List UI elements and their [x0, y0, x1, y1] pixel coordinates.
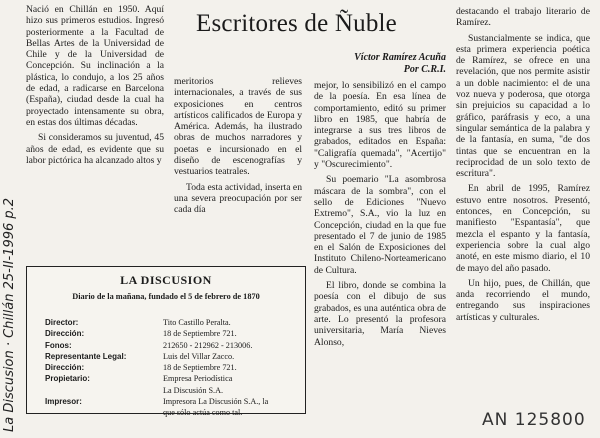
- masthead-row: [45, 328, 297, 339]
- masthead-value: La Discusión S.A.: [163, 385, 224, 395]
- masthead-label: Fonos:: [45, 340, 72, 350]
- paragraph: Nació en Chillán en 1950. Aquí hizo sus primeros estudios. Ingresó posteriormente a la Facultad de Bellas Artes de la Universidad de Chile y de la Universidad de Concepción. Su inclinación a la plástica, lo condujo, a los 25 años de edad, a radicarse en Barcelona (España), ciudad desde la cual ha proyectado intensamente su obra, en estas dos últimas décadas.: [26, 4, 164, 128]
- archive-stamp: AN 125800: [482, 410, 586, 430]
- masthead-value: 212650 - 212962 - 213006.: [163, 340, 253, 350]
- masthead-row: [45, 373, 297, 384]
- masthead-label: Impresor:: [45, 397, 82, 407]
- masthead-row: [45, 385, 297, 396]
- handwritten-note: La Discusion · Chillán 25-II-1996 p.2: [2, 197, 17, 432]
- masthead-label: [45, 407, 163, 418]
- masthead-row: [45, 340, 297, 351]
- masthead-row: [45, 317, 297, 328]
- masthead-subtitle: Diario de la mañana, fundado el 5 de febrero de 1870: [72, 292, 260, 301]
- article-column-1: [26, 4, 164, 166]
- paragraph: destacando el trabajo literario de Ramírez.: [456, 6, 590, 29]
- masthead-box: [26, 266, 306, 418]
- paragraph: Si consideramos su juventud, 45 años de edad, es evidente que su labor pictórica ha alcanzado altos y: [26, 132, 164, 166]
- paragraph: Sustancialmente se indica, que esta primera experiencia poética de Ramírez, se ofrece en una revelación, que nos permite asistir a un doble nacimiento: el de una voz nueva y poderosa, que otorga sin prejuicios su capacidad a lo gráfico, paráfrasis y eco, a una singular semántica de la palabra y de la fantasía, en suma, "de dos tintas que se encuentran en la reciprocidad de un solo texto de escritura".: [456, 32, 590, 180]
- article-column-2: [174, 76, 302, 216]
- masthead-name: LA DISCUSION: [120, 273, 212, 287]
- author-name: Víctor Ramírez Acuña: [354, 52, 446, 63]
- masthead-row: [45, 396, 297, 407]
- article-column-3: [314, 80, 446, 348]
- masthead-label: Dirección:: [45, 363, 85, 373]
- article-column-4: [456, 6, 590, 323]
- masthead-label: Propietario:: [45, 374, 90, 384]
- masthead-label: Representante Legal:: [45, 351, 127, 361]
- masthead-value: Luis del Villar Zacco.: [163, 351, 235, 361]
- paragraph: mejor, lo sensibilizó en el campo de la poesía. En esa línea de comportamiento, editó su primer libro en 1985, que habría de integrarse a sus tres libros de grabados, editados en España: "Caligrafía quemada", "Acertijo" y "Oscurecimiento".: [314, 80, 446, 171]
- masthead-label: Director:: [45, 318, 79, 327]
- article-title: Escritores de Ñuble: [196, 10, 397, 37]
- masthead-value: 18 de Septiembre 721.: [163, 363, 237, 373]
- paragraph: meritorios relieves internacionales, a través de sus exposiciones en centros artísticos calificados de Europa y América. Además, ha ilustrado obras de muchos narradores y poetas e incursionado en el diseño de escenografías y vestuarios teatrales.: [174, 76, 302, 178]
- masthead-details: [45, 317, 297, 419]
- paragraph: Su poemario "La asombrosa máscara de la sombra", con el sello de Ediciones "Nuevo Extremo", S.A., vio la luz en Concepción, ciudad en la que fue presentado el 7 de junio de 1985 en el Salón de Exposiciones del Instituto Chileno-Norteamericano de Cultura.: [314, 174, 446, 276]
- masthead-value: Tito Castillo Peralta.: [163, 318, 231, 327]
- masthead-value: 18 de Septiembre 721.: [163, 329, 237, 339]
- masthead-label: [45, 385, 163, 396]
- masthead-value: Impresora La Discusión S.A., la: [163, 397, 269, 407]
- byline: [300, 52, 446, 76]
- masthead-row: [45, 351, 297, 362]
- masthead-row: [45, 407, 297, 418]
- masthead-label: Dirección:: [45, 329, 85, 339]
- masthead-row: [45, 362, 297, 373]
- paragraph: En abril de 1995, Ramírez estuvo entre nosotros. Presentó, entonces, en Concepción, su manifiesto "Espantasía", que mezcla el espanto y la fantasía, experiencia sobre la cual algo anoté, en este mismo diario, el 10 de mayo del año pasado.: [456, 183, 590, 274]
- masthead-value: que sólo actúa como tal.: [163, 408, 243, 418]
- author-tag: Por C.R.I.: [403, 64, 446, 75]
- masthead-value: Empresa Periodística: [163, 374, 233, 384]
- paragraph: Toda esta actividad, inserta en una severa preocupación por ser cada día: [174, 181, 302, 216]
- paragraph: Un hijo, pues, de Chillán, que anda recorriendo el mundo, entregando sus inspiraciones artísticas y culturales.: [456, 277, 590, 323]
- paragraph: El libro, donde se combina la poesía con el dibujo de sus grabados, es una auténtica obra de arte. Lo presentó la profesora universitaria, María Nieves Alonso,: [314, 280, 446, 348]
